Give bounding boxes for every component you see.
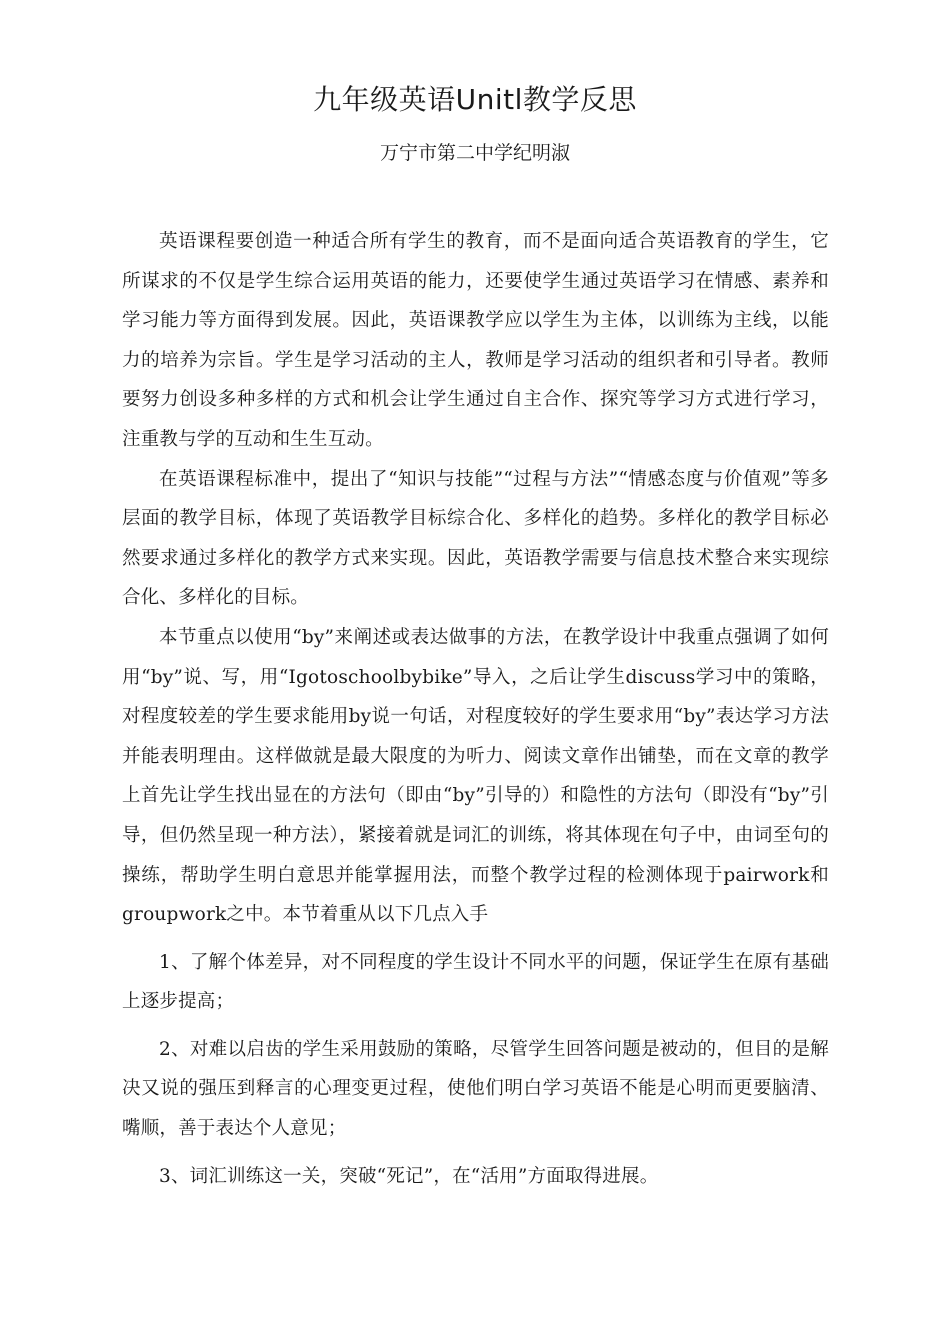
paragraph-intro: 英语课程要创造一种适合所有学生的教育，而不是面向适合英语教育的学生，它所谋求的不仅是学生综合运用英语的能力，还要使学生通过英语学习在情感、素养和学习能力等方面得到发展。因此，英语课教学应以学生为主体，以训练为主线，以能力的培养为宗旨。学生是学习活动的主人，教师是学习活动的组织者和引导者。教师要努力创设多种多样的方式和机会让学生通过自主合作、探究等学习方式进行学习，注重教与学的互动和生生互动。 <box>122 231 829 450</box>
paragraph-lesson-focus: 本节重点以使用“by”来阐述或表达做事的方法，在教学设计中我重点强调了如何用“by”说、写，用“Igotoschoolbybike”导入，之后让学生discuss学习中的策略，对程度较差的学生要求能用by说一句话，对程度较好的学生要求用“by”表达学习方法并能表明理由。这样做就是最大限度的为听力、阅读文章作出铺垫，而在文章的教学上首先让学生找出显在的方法句（即由“by”引导的）和隐性的方法句（即没有“by”引导，但仍然呈现一种方法），紧接着就是词汇的训练，将其体现在句子中，由词至句的操练，帮助学生明白意思并能掌握用法，而整个教学过程的检测体现于pairwork和groupwork之中。本节着重从以下几点入手 <box>122 626 829 926</box>
document-title: 九年级英语Unitl教学反思 <box>313 83 637 116</box>
list-item-1: 1、了解个体差异，对不同程度的学生设计不同水平的问题，保证学生在原有基础上逐步提高； <box>122 951 829 1013</box>
document-body <box>122 222 829 1196</box>
document-author: 万宁市第二中学纪明淑 <box>379 142 570 164</box>
list-item-2: 2、对难以启齿的学生采用鼓励的策略，尽管学生回答问题是被动的，但目的是解决又说的强压到释言的心理变更过程，使他们明白学习英语不能是心明而更要脑清、嘴顺，善于表达个人意见； <box>122 1038 829 1140</box>
paragraph-curriculum-standard: 在英语课程标准中，提出了“知识与技能”“过程与方法”“情感态度与价值观”等多层面的教学目标，体现了英语教学目标综合化、多样化的趋势。多样化的教学目标必然要求通过多样化的教学方式来实现。因此，英语教学需要与信息技术整合来实现综合化、多样化的目标。 <box>122 468 829 609</box>
list-item-3: 3、词汇训练这一关，突破“死记”，在“活用”方面取得进展。 <box>159 1165 659 1187</box>
